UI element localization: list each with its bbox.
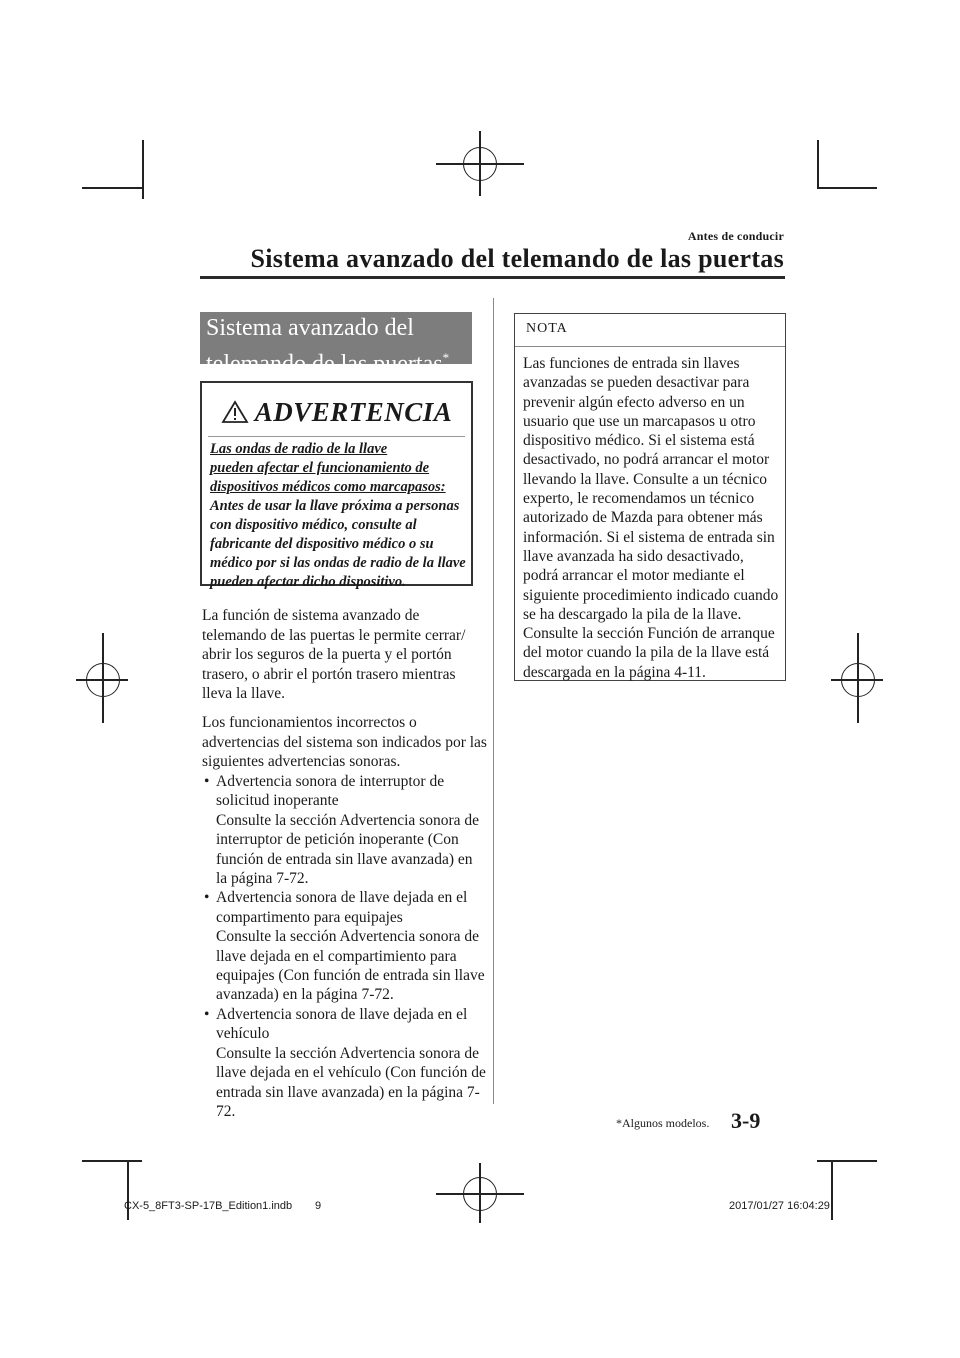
print-page-number: 9 [315,1200,322,1212]
warning-box [200,381,473,590]
warning-triangle-icon [221,400,249,424]
section-title [200,312,472,377]
list-item-title: Advertencia sonora de interruptor de solicitud inoperante [216,773,445,810]
list-item-title: Advertencia sonora de llave dejada en el vehículo [216,1005,468,1043]
note-box [514,313,786,681]
print-file-name: CX-5_8FT3-SP-17B_Edition1.indb [124,1200,293,1212]
list-item [202,772,487,888]
list-item [202,1005,487,1121]
list-item-reference: Consulte la sección Advertencia sonora de llave dejada en el vehículo (Con función de entrada sin llave avanzada) en la página 7-72. [216,1044,486,1120]
section-title-line1: Sistema avanzado del [206,315,414,341]
warning-heading-text: ADVERTENCIA [254,396,453,427]
list-item-title: Advertencia sonora de llave dejada en el compartimento para equipajes [216,889,468,926]
page-number: 3-9 [731,1108,761,1133]
bullet-mark: • [204,773,210,790]
warning-lead-line1: Las ondas de radio de la llave [210,441,388,457]
warning-lead-line3: dispositivos médicos como marcapasos: [210,479,446,495]
header-rule [200,276,785,279]
footnote: *Algunos modelos. [616,1116,710,1130]
column-divider [493,298,494,1104]
warning-lead-line2: pueden afectar el funcionamiento de [210,460,430,476]
note-body [523,354,781,682]
section-label: Antes de conducir [687,229,784,243]
section-title-line2: telemando de las puertas [206,351,443,377]
intro-paragraph: La función de sistema avanzado de telemando de las puertas le permite cerrar/ abrir los seguros de la puerta y el portón trasero, o abrir el portón trasero mientras lleva la llave. [202,607,466,702]
warning-list [202,772,487,1121]
print-timestamp: 2017/01/27 16:04:29 [729,1200,830,1212]
bullet-mark: • [204,889,210,907]
page-heading: Sistema avanzado del telemando de las puertas [250,244,784,273]
optional-marker: * [442,350,450,365]
list-item-reference: Consulte la sección Advertencia sonora de llave dejada en el compartimiento para equipajes (Con función de entrada sin llave avanzada) en la página 7-72. [216,928,485,1004]
note-reference: Consulte la sección Función de arranque del motor cuando la pila de la llave está descargada en la página 4-11. [523,625,775,681]
note-text: Las funciones de entrada sin llaves avanzadas se pueden desactivar para prevenir algún efecto adverso en un usuario que use un marcapasos u otro dispositivo médico. Si el sistema está desactivado, no podrá arrancar el motor llevando la llave. Consulte a un técnico experto, le recomendamos un técnico autorizado de Mazda para obtener más información. Si el sistema de entrada sin llave avanzada ha sido desactivado, podrá arrancar el motor mediante el siguiente procedimiento indicado cuando se ha descargado la pila de la llave. [523,355,779,623]
warning-heading [208,388,465,437]
warning-text: Antes de usar la llave próxima a personas con dispositivo médico, consulte al fabricante del dispositivo médico o su médico por si las ondas de radio de la llave pueden afectar dicho dispositivo. [210,498,466,590]
bullet-mark: • [204,1005,210,1023]
list-item-reference: Consulte la sección Advertencia sonora de interruptor de petición inoperante (Con función de entrada sin llave avanzada) en la página 7-72. [216,811,479,888]
list-item [202,888,487,1004]
note-heading: NOTA [515,314,785,347]
warnings-paragraph: Los funcionamientos incorrectos o advertencias del sistema son indicados por las siguientes advertencias sonoras. [202,714,487,770]
warning-body [210,440,467,592]
